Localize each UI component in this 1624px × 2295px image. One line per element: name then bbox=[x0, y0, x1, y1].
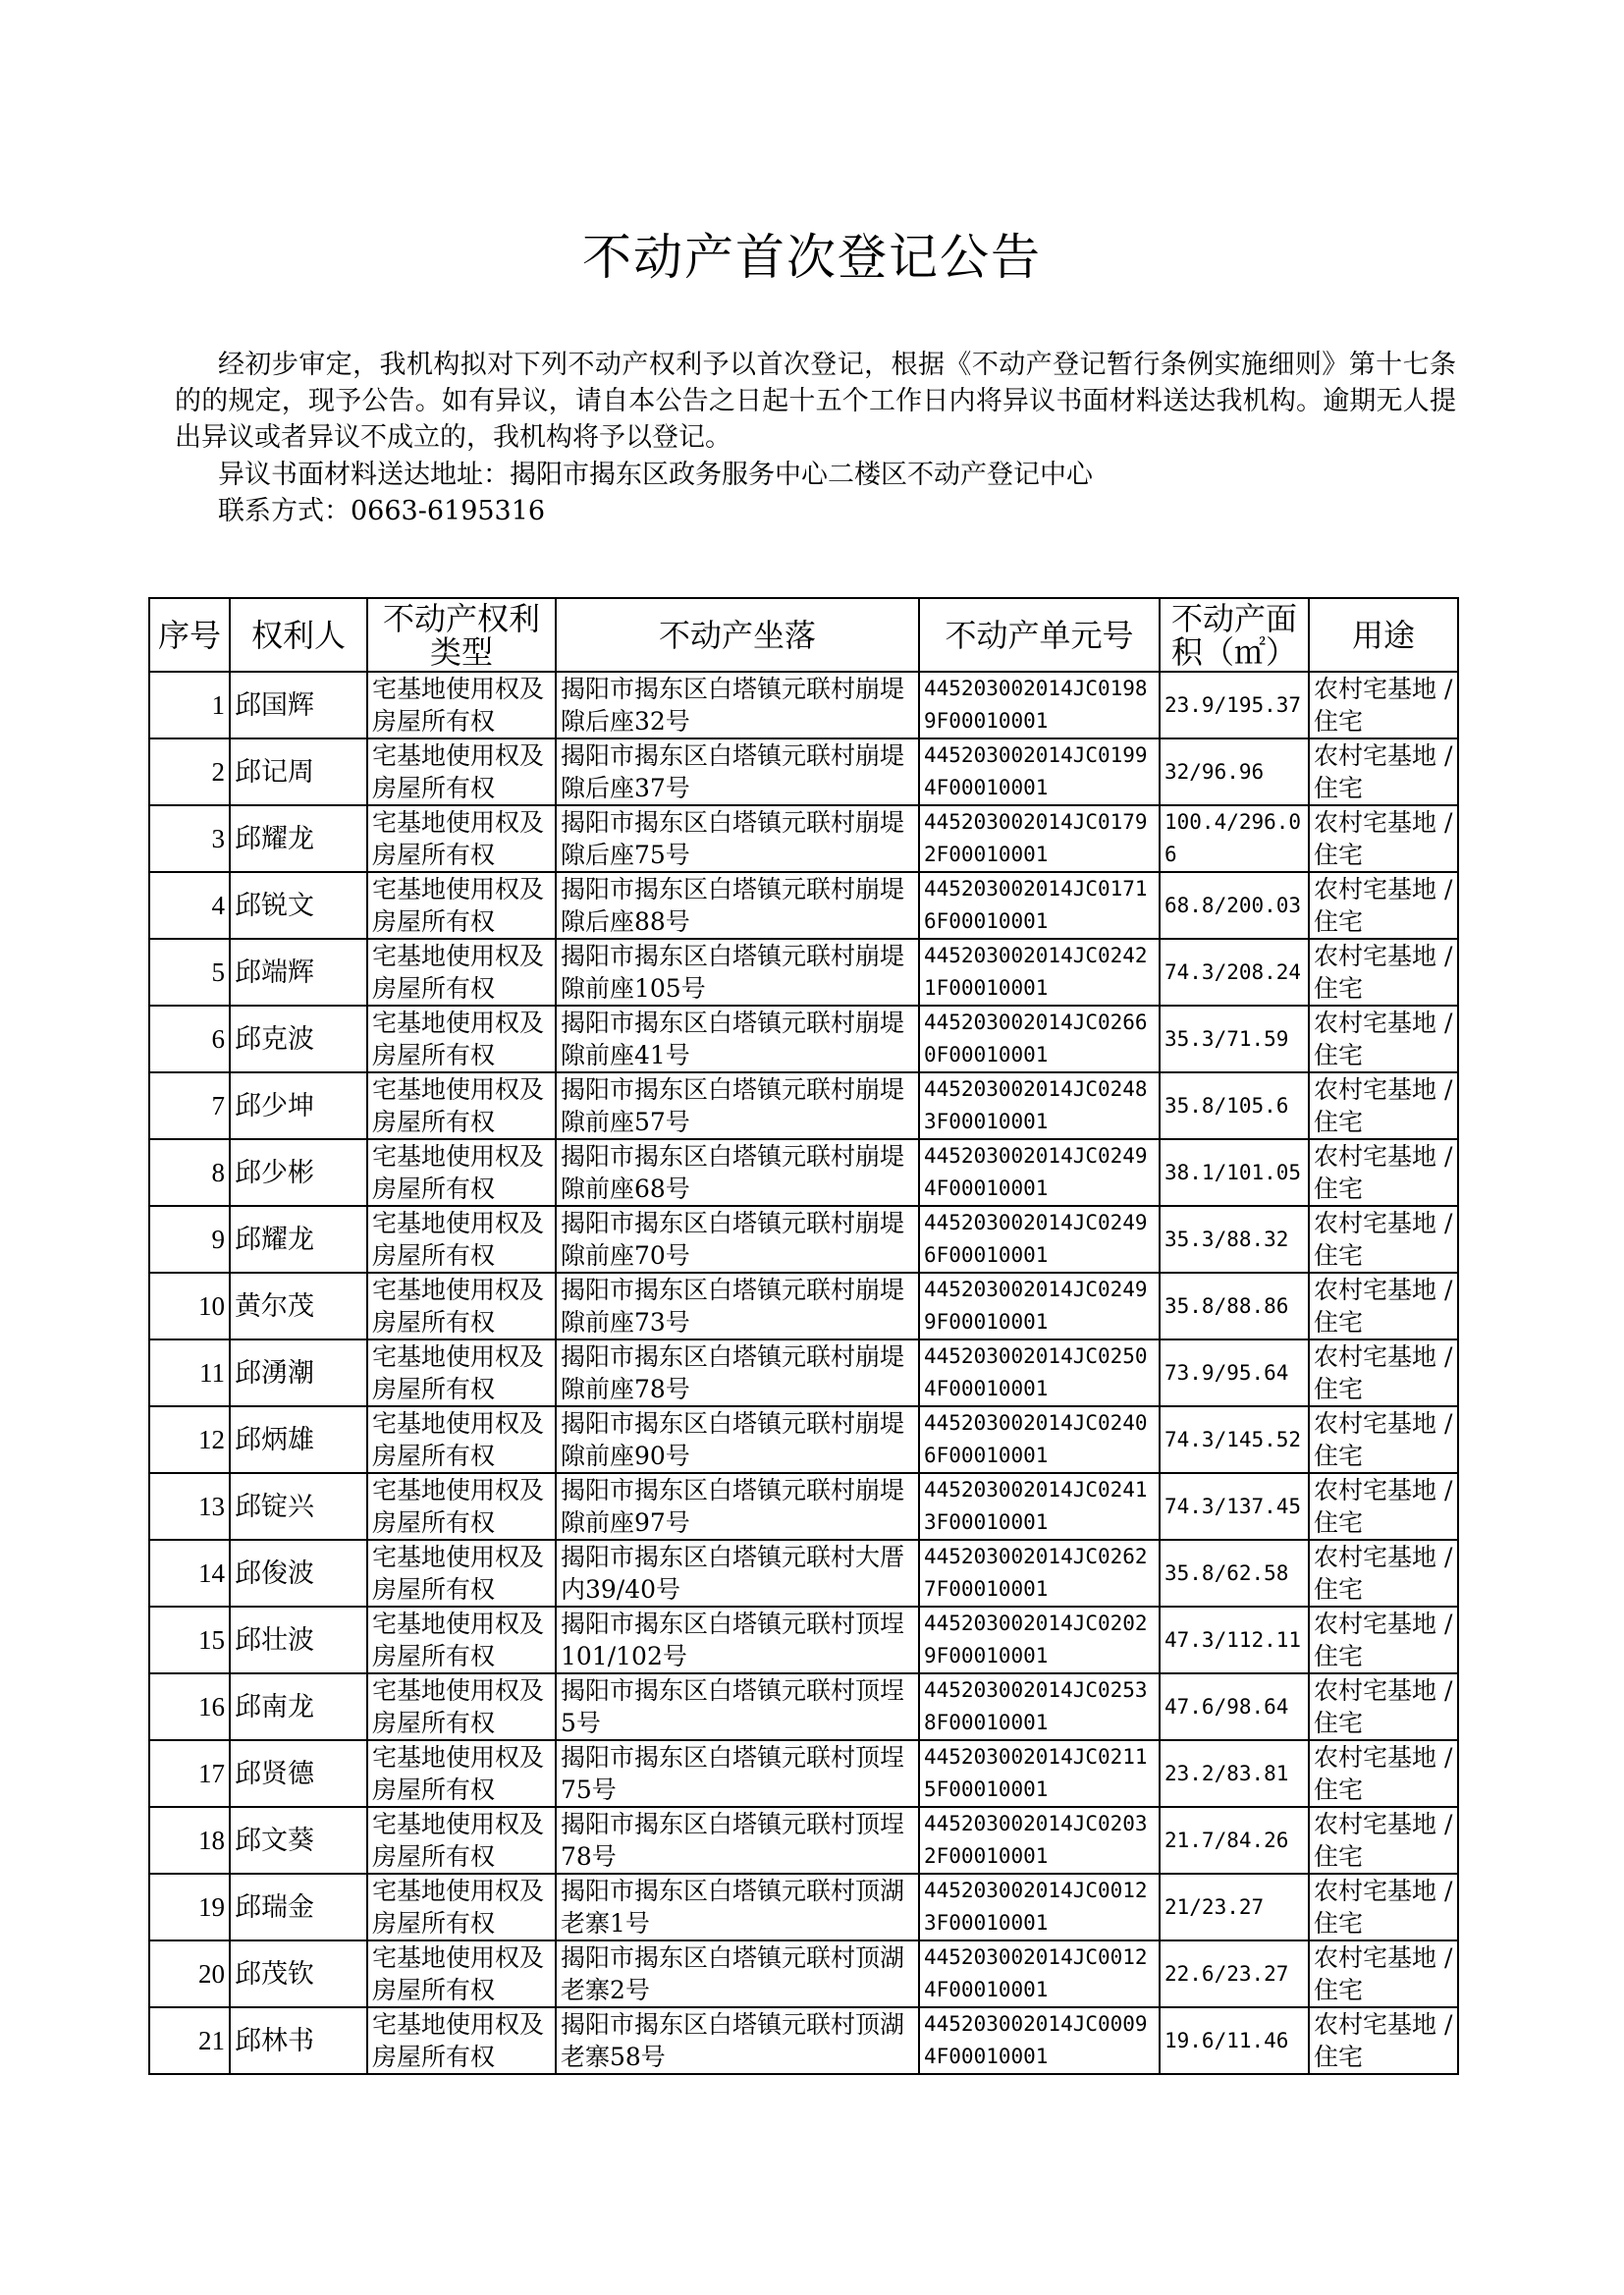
cell-area: 68.8/200.03 bbox=[1160, 872, 1309, 939]
table-row bbox=[149, 1807, 1458, 1874]
cell-unit-number: 445203002014JC02538F00010001 bbox=[919, 1673, 1160, 1740]
cell-owner: 邱克波 bbox=[230, 1006, 367, 1072]
cell-no: 12 bbox=[149, 1406, 230, 1473]
table-row bbox=[149, 1406, 1458, 1473]
cell-unit-number: 445203002014JC00094F00010001 bbox=[919, 2007, 1160, 2074]
cell-location: 揭阳市揭东区白塔镇元联村顶湖老寨1号 bbox=[556, 1874, 919, 1940]
cell-area: 35.8/88.86 bbox=[1160, 1273, 1309, 1339]
cell-area: 35.8/105.6 bbox=[1160, 1072, 1309, 1139]
cell-area: 100.4/296.06 bbox=[1160, 805, 1309, 872]
cell-unit-number: 445203002014JC02494F00010001 bbox=[919, 1139, 1160, 1206]
cell-use: 农村宅基地 / 住宅 bbox=[1309, 939, 1458, 1006]
cell-no: 10 bbox=[149, 1273, 230, 1339]
table-row bbox=[149, 805, 1458, 872]
cell-use: 农村宅基地 / 住宅 bbox=[1309, 1473, 1458, 1540]
cell-no: 16 bbox=[149, 1673, 230, 1740]
cell-owner: 邱壮波 bbox=[230, 1607, 367, 1673]
cell-right-type: 宅基地使用权及房屋所有权 bbox=[367, 1273, 556, 1339]
cell-location: 揭阳市揭东区白塔镇元联村大厝内39/40号 bbox=[556, 1540, 919, 1607]
table-row bbox=[149, 1740, 1458, 1807]
table-row bbox=[149, 672, 1458, 738]
cell-right-type: 宅基地使用权及房屋所有权 bbox=[367, 1673, 556, 1740]
cell-right-type: 宅基地使用权及房屋所有权 bbox=[367, 939, 556, 1006]
cell-use: 农村宅基地 / 住宅 bbox=[1309, 1273, 1458, 1339]
col-header-location: 不动产坐落 bbox=[556, 598, 919, 672]
cell-owner: 邱贤德 bbox=[230, 1740, 367, 1807]
cell-owner: 邱耀龙 bbox=[230, 1206, 367, 1273]
table-row bbox=[149, 1673, 1458, 1740]
col-header-owner: 权利人 bbox=[230, 598, 367, 672]
cell-area: 74.3/208.24 bbox=[1160, 939, 1309, 1006]
cell-no: 7 bbox=[149, 1072, 230, 1139]
table-row bbox=[149, 939, 1458, 1006]
cell-unit-number: 445203002014JC02413F00010001 bbox=[919, 1473, 1160, 1540]
cell-use: 农村宅基地 / 住宅 bbox=[1309, 1006, 1458, 1072]
cell-owner: 邱少彬 bbox=[230, 1139, 367, 1206]
cell-right-type: 宅基地使用权及房屋所有权 bbox=[367, 1339, 556, 1406]
col-header-right-type: 不动产权利类型 bbox=[367, 598, 556, 672]
cell-no: 18 bbox=[149, 1807, 230, 1874]
cell-area: 73.9/95.64 bbox=[1160, 1339, 1309, 1406]
cell-use: 农村宅基地 / 住宅 bbox=[1309, 805, 1458, 872]
table-row bbox=[149, 1473, 1458, 1540]
cell-no: 15 bbox=[149, 1607, 230, 1673]
cell-no: 3 bbox=[149, 805, 230, 872]
cell-right-type: 宅基地使用权及房屋所有权 bbox=[367, 1940, 556, 2007]
cell-unit-number: 445203002014JC02660F00010001 bbox=[919, 1006, 1160, 1072]
table-row bbox=[149, 2007, 1458, 2074]
cell-use: 农村宅基地 / 住宅 bbox=[1309, 1740, 1458, 1807]
cell-unit-number: 445203002014JC02115F00010001 bbox=[919, 1740, 1160, 1807]
cell-location: 揭阳市揭东区白塔镇元联村崩堤隙前座105号 bbox=[556, 939, 919, 1006]
cell-use: 农村宅基地 / 住宅 bbox=[1309, 1206, 1458, 1273]
cell-no: 17 bbox=[149, 1740, 230, 1807]
cell-use: 农村宅基地 / 住宅 bbox=[1309, 1406, 1458, 1473]
cell-no: 9 bbox=[149, 1206, 230, 1273]
cell-unit-number: 445203002014JC02406F00010001 bbox=[919, 1406, 1160, 1473]
cell-owner: 邱锭兴 bbox=[230, 1473, 367, 1540]
cell-location: 揭阳市揭东区白塔镇元联村崩堤隙前座41号 bbox=[556, 1006, 919, 1072]
table-row bbox=[149, 1874, 1458, 1940]
table-row bbox=[149, 1940, 1458, 2007]
cell-location: 揭阳市揭东区白塔镇元联村顶埕75号 bbox=[556, 1740, 919, 1807]
cell-area: 19.6/11.46 bbox=[1160, 2007, 1309, 2074]
col-header-unit-number: 不动产单元号 bbox=[919, 598, 1160, 672]
cell-area: 47.6/98.64 bbox=[1160, 1673, 1309, 1740]
cell-area: 35.3/88.32 bbox=[1160, 1206, 1309, 1273]
cell-area: 23.2/83.81 bbox=[1160, 1740, 1309, 1807]
cell-no: 21 bbox=[149, 2007, 230, 2074]
cell-area: 35.3/71.59 bbox=[1160, 1006, 1309, 1072]
cell-use: 农村宅基地 / 住宅 bbox=[1309, 1940, 1458, 2007]
table-row bbox=[149, 738, 1458, 805]
cell-right-type: 宅基地使用权及房屋所有权 bbox=[367, 1006, 556, 1072]
cell-area: 38.1/101.05 bbox=[1160, 1139, 1309, 1206]
cell-no: 11 bbox=[149, 1339, 230, 1406]
cell-area: 23.9/195.37 bbox=[1160, 672, 1309, 738]
cell-right-type: 宅基地使用权及房屋所有权 bbox=[367, 1540, 556, 1607]
cell-unit-number: 445203002014JC01716F00010001 bbox=[919, 872, 1160, 939]
cell-unit-number: 445203002014JC02421F00010001 bbox=[919, 939, 1160, 1006]
cell-unit-number: 445203002014JC00124F00010001 bbox=[919, 1940, 1160, 2007]
cell-location: 揭阳市揭东区白塔镇元联村崩堤隙后座37号 bbox=[556, 738, 919, 805]
cell-location: 揭阳市揭东区白塔镇元联村顶湖老寨58号 bbox=[556, 2007, 919, 2074]
col-header-area: 不动产面积（㎡） bbox=[1160, 598, 1309, 672]
objection-address-line: 异议书面材料送达地址：揭阳市揭东区政务服务中心二楼区不动产登记中心 bbox=[218, 460, 1093, 490]
cell-unit-number: 445203002014JC01989F00010001 bbox=[919, 672, 1160, 738]
cell-location: 揭阳市揭东区白塔镇元联村崩堤隙前座97号 bbox=[556, 1473, 919, 1540]
cell-owner: 邱国辉 bbox=[230, 672, 367, 738]
table-row bbox=[149, 1206, 1458, 1273]
cell-area: 35.8/62.58 bbox=[1160, 1540, 1309, 1607]
table-row bbox=[149, 872, 1458, 939]
cell-owner: 邱瑞金 bbox=[230, 1874, 367, 1940]
table-row bbox=[149, 1139, 1458, 1206]
cell-right-type: 宅基地使用权及房屋所有权 bbox=[367, 805, 556, 872]
cell-owner: 邱林书 bbox=[230, 2007, 367, 2074]
cell-right-type: 宅基地使用权及房屋所有权 bbox=[367, 1139, 556, 1206]
cell-owner: 邱锐文 bbox=[230, 872, 367, 939]
cell-right-type: 宅基地使用权及房屋所有权 bbox=[367, 1740, 556, 1807]
cell-area: 22.6/23.27 bbox=[1160, 1940, 1309, 2007]
cell-use: 农村宅基地 / 住宅 bbox=[1309, 738, 1458, 805]
cell-area: 32/96.96 bbox=[1160, 738, 1309, 805]
cell-owner: 邱炳雄 bbox=[230, 1406, 367, 1473]
table-row bbox=[149, 1607, 1458, 1673]
cell-owner: 邱俊波 bbox=[230, 1540, 367, 1607]
cell-use: 农村宅基地 / 住宅 bbox=[1309, 1673, 1458, 1740]
cell-location: 揭阳市揭东区白塔镇元联村顶湖老寨2号 bbox=[556, 1940, 919, 2007]
cell-no: 19 bbox=[149, 1874, 230, 1940]
cell-no: 13 bbox=[149, 1473, 230, 1540]
cell-no: 8 bbox=[149, 1139, 230, 1206]
table-row bbox=[149, 1072, 1458, 1139]
cell-location: 揭阳市揭东区白塔镇元联村顶埕78号 bbox=[556, 1807, 919, 1874]
cell-owner: 邱记周 bbox=[230, 738, 367, 805]
cell-no: 5 bbox=[149, 939, 230, 1006]
cell-right-type: 宅基地使用权及房屋所有权 bbox=[367, 1807, 556, 1874]
cell-no: 20 bbox=[149, 1940, 230, 2007]
cell-location: 揭阳市揭东区白塔镇元联村崩堤隙前座90号 bbox=[556, 1406, 919, 1473]
cell-area: 47.3/112.11 bbox=[1160, 1607, 1309, 1673]
notice-paragraph: 经初步审定，我机构拟对下列不动产权利予以首次登记，根据《不动产登记暂行条例实施细则》第十七条的的规定，现予公告。如有异议，请自本公告之日起十五个工作日内将异议书面材料送达我机构。逾期无人提出异议或者异议不成立的，我机构将予以登记。 bbox=[175, 350, 1456, 453]
cell-right-type: 宅基地使用权及房屋所有权 bbox=[367, 872, 556, 939]
cell-right-type: 宅基地使用权及房屋所有权 bbox=[367, 1072, 556, 1139]
cell-location: 揭阳市揭东区白塔镇元联村崩堤隙前座57号 bbox=[556, 1072, 919, 1139]
cell-unit-number: 445203002014JC02499F00010001 bbox=[919, 1273, 1160, 1339]
cell-location: 揭阳市揭东区白塔镇元联村顶埕5号 bbox=[556, 1673, 919, 1740]
cell-right-type: 宅基地使用权及房屋所有权 bbox=[367, 672, 556, 738]
cell-no: 14 bbox=[149, 1540, 230, 1607]
contact-line: 联系方式：0663-6195316 bbox=[218, 496, 546, 526]
cell-unit-number: 445203002014JC02627F00010001 bbox=[919, 1540, 1160, 1607]
cell-right-type: 宅基地使用权及房屋所有权 bbox=[367, 1874, 556, 1940]
table-row bbox=[149, 1273, 1458, 1339]
table-header-row bbox=[149, 598, 1458, 672]
cell-owner: 邱端辉 bbox=[230, 939, 367, 1006]
cell-use: 农村宅基地 / 住宅 bbox=[1309, 1607, 1458, 1673]
cell-use: 农村宅基地 / 住宅 bbox=[1309, 1139, 1458, 1206]
cell-location: 揭阳市揭东区白塔镇元联村崩堤隙后座88号 bbox=[556, 872, 919, 939]
cell-use: 农村宅基地 / 住宅 bbox=[1309, 1339, 1458, 1406]
registration-table bbox=[148, 597, 1459, 2075]
cell-area: 74.3/137.45 bbox=[1160, 1473, 1309, 1540]
cell-use: 农村宅基地 / 住宅 bbox=[1309, 1807, 1458, 1874]
cell-location: 揭阳市揭东区白塔镇元联村顶埕101/102号 bbox=[556, 1607, 919, 1673]
cell-right-type: 宅基地使用权及房屋所有权 bbox=[367, 1206, 556, 1273]
cell-use: 农村宅基地 / 住宅 bbox=[1309, 2007, 1458, 2074]
cell-unit-number: 445203002014JC02029F00010001 bbox=[919, 1607, 1160, 1673]
cell-owner: 邱少坤 bbox=[230, 1072, 367, 1139]
cell-unit-number: 445203002014JC01792F00010001 bbox=[919, 805, 1160, 872]
cell-unit-number: 445203002014JC02504F00010001 bbox=[919, 1339, 1160, 1406]
cell-right-type: 宅基地使用权及房屋所有权 bbox=[367, 2007, 556, 2074]
cell-owner: 邱耀龙 bbox=[230, 805, 367, 872]
cell-owner: 邱文葵 bbox=[230, 1807, 367, 1874]
cell-right-type: 宅基地使用权及房屋所有权 bbox=[367, 1406, 556, 1473]
cell-location: 揭阳市揭东区白塔镇元联村崩堤隙前座73号 bbox=[556, 1273, 919, 1339]
cell-location: 揭阳市揭东区白塔镇元联村崩堤隙前座78号 bbox=[556, 1339, 919, 1406]
table-row bbox=[149, 1006, 1458, 1072]
cell-unit-number: 445203002014JC00123F00010001 bbox=[919, 1874, 1160, 1940]
cell-area: 21.7/84.26 bbox=[1160, 1807, 1309, 1874]
table-row bbox=[149, 1540, 1458, 1607]
cell-location: 揭阳市揭东区白塔镇元联村崩堤隙后座75号 bbox=[556, 805, 919, 872]
cell-no: 6 bbox=[149, 1006, 230, 1072]
cell-unit-number: 445203002014JC02496F00010001 bbox=[919, 1206, 1160, 1273]
cell-use: 农村宅基地 / 住宅 bbox=[1309, 1874, 1458, 1940]
cell-unit-number: 445203002014JC02483F00010001 bbox=[919, 1072, 1160, 1139]
cell-unit-number: 445203002014JC01994F00010001 bbox=[919, 738, 1160, 805]
cell-owner: 邱南龙 bbox=[230, 1673, 367, 1740]
col-header-no: 序号 bbox=[149, 598, 230, 672]
col-header-use: 用途 bbox=[1309, 598, 1458, 672]
cell-location: 揭阳市揭东区白塔镇元联村崩堤隙前座68号 bbox=[556, 1139, 919, 1206]
cell-location: 揭阳市揭东区白塔镇元联村崩堤隙后座32号 bbox=[556, 672, 919, 738]
cell-no: 4 bbox=[149, 872, 230, 939]
cell-unit-number: 445203002014JC02032F00010001 bbox=[919, 1807, 1160, 1874]
cell-area: 74.3/145.52 bbox=[1160, 1406, 1309, 1473]
cell-use: 农村宅基地 / 住宅 bbox=[1309, 1540, 1458, 1607]
cell-owner: 邱茂钦 bbox=[230, 1940, 367, 2007]
table-row bbox=[149, 1339, 1458, 1406]
cell-use: 农村宅基地 / 住宅 bbox=[1309, 1072, 1458, 1139]
cell-area: 21/23.27 bbox=[1160, 1874, 1309, 1940]
cell-right-type: 宅基地使用权及房屋所有权 bbox=[367, 738, 556, 805]
cell-right-type: 宅基地使用权及房屋所有权 bbox=[367, 1473, 556, 1540]
cell-owner: 黄尔茂 bbox=[230, 1273, 367, 1339]
cell-owner: 邱湧潮 bbox=[230, 1339, 367, 1406]
cell-no: 1 bbox=[149, 672, 230, 738]
page-title: 不动产首次登记公告 bbox=[582, 229, 1042, 286]
cell-no: 2 bbox=[149, 738, 230, 805]
cell-use: 农村宅基地 / 住宅 bbox=[1309, 672, 1458, 738]
cell-location: 揭阳市揭东区白塔镇元联村崩堤隙前座70号 bbox=[556, 1206, 919, 1273]
cell-right-type: 宅基地使用权及房屋所有权 bbox=[367, 1607, 556, 1673]
cell-use: 农村宅基地 / 住宅 bbox=[1309, 872, 1458, 939]
